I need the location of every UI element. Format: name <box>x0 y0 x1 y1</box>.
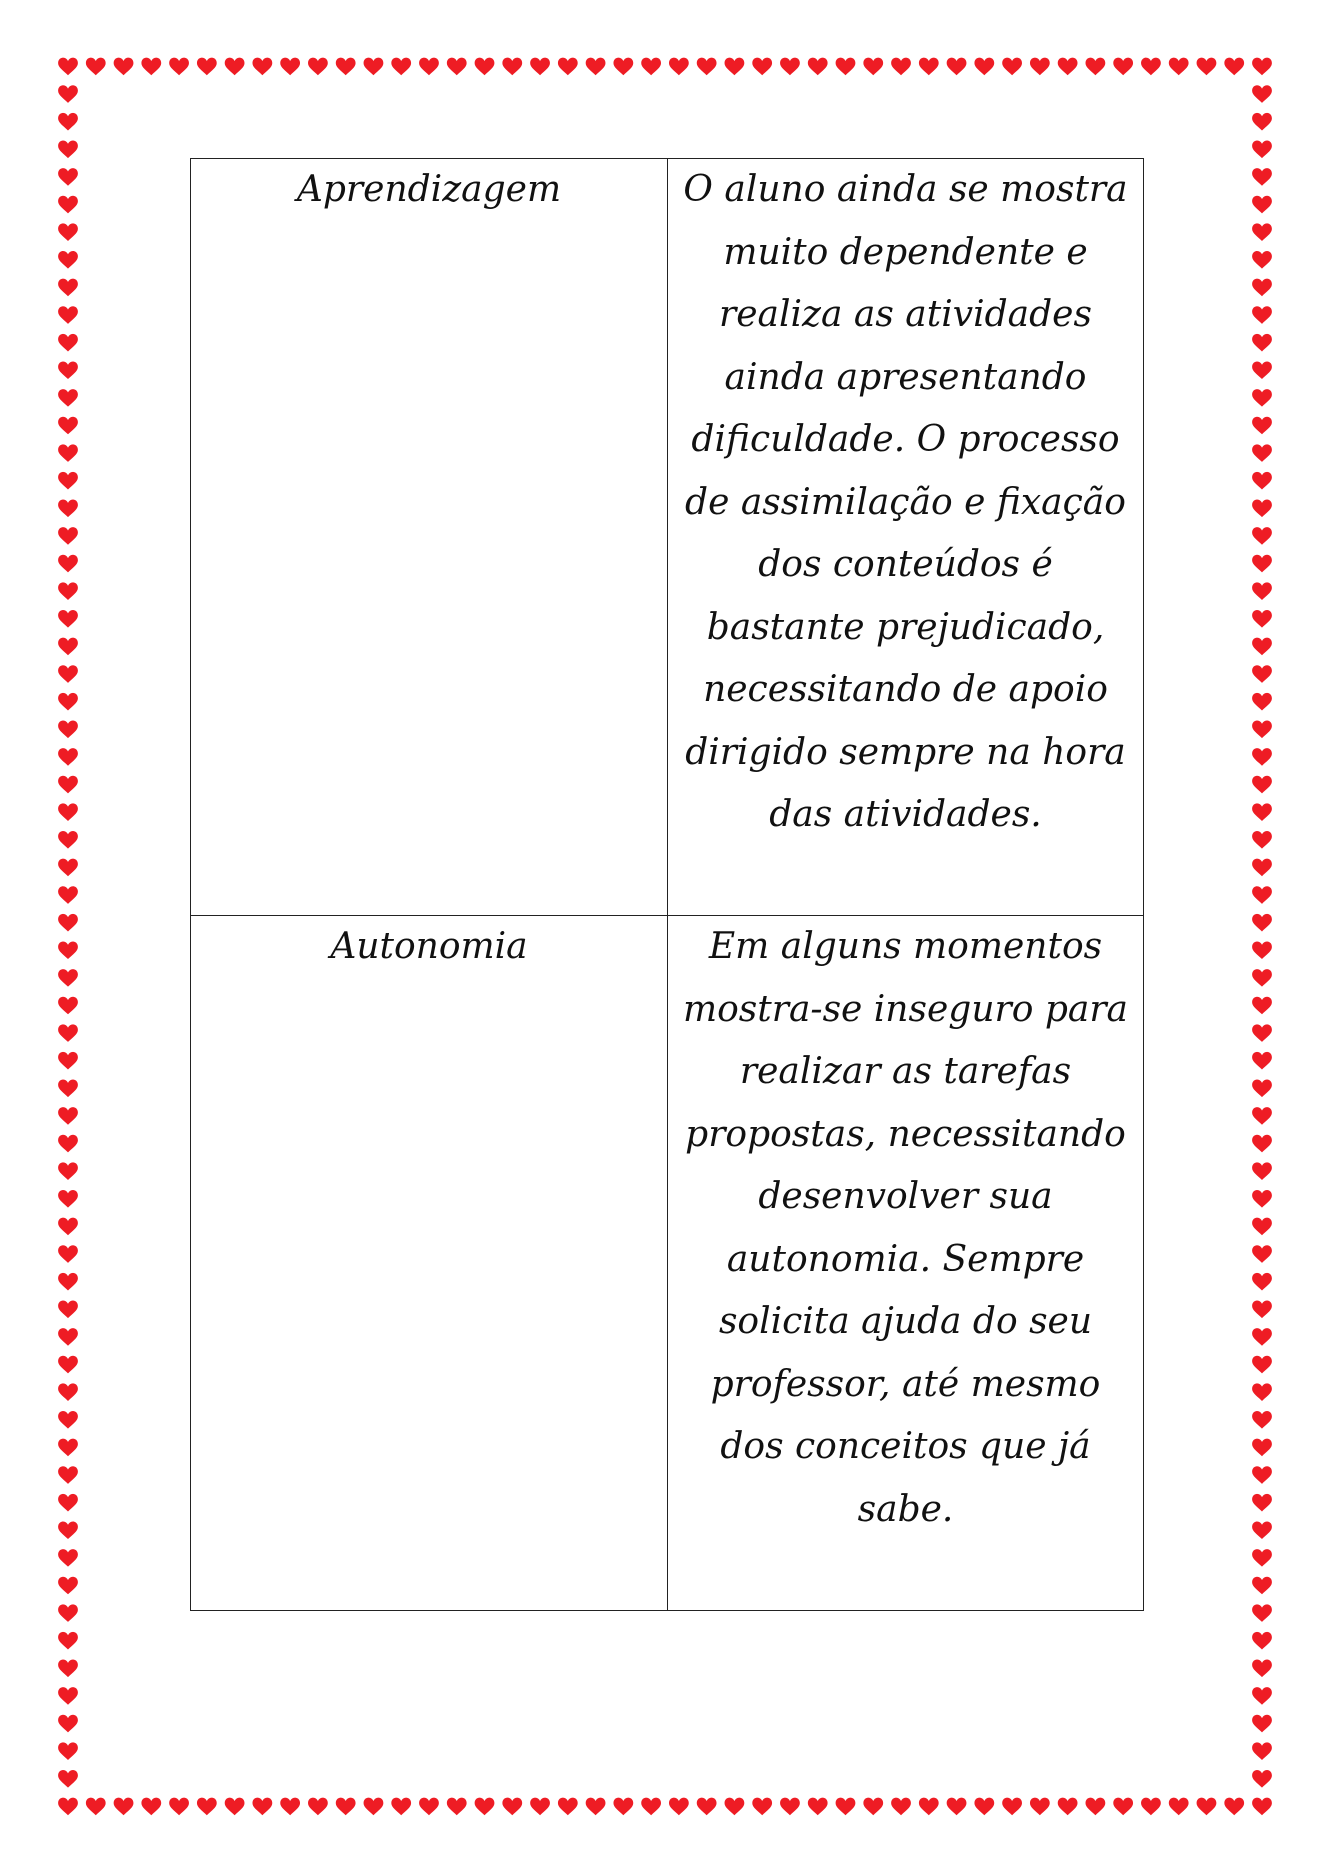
row-label-cell <box>191 159 668 916</box>
heart-icon <box>58 1052 78 1070</box>
heart-icon <box>1002 1798 1022 1816</box>
heart-icon <box>58 306 78 324</box>
heart-icon <box>58 1080 78 1098</box>
row-text: O aluno ainda se mostra muito dependente e realiza as atividades ainda apresentando dificuldade. O processo de assimilação e fixação dos conteúdos é bastante prejudicado, necessitando de apoio dirigido sempre na hora das atividades. <box>683 169 1128 835</box>
heart-icon <box>530 1798 550 1816</box>
heart-icon <box>1252 1632 1272 1650</box>
heart-icon <box>808 1798 828 1816</box>
heart-icon <box>1058 58 1078 76</box>
heart-icon <box>58 748 78 766</box>
heart-icon <box>419 58 439 76</box>
heart-icon <box>58 1107 78 1125</box>
heart-icon <box>780 1798 800 1816</box>
heart-icon <box>1252 1024 1272 1042</box>
heart-icon <box>280 58 300 76</box>
heart-icon <box>225 1798 245 1816</box>
heart-icon <box>141 58 161 76</box>
heart-icon <box>447 1798 467 1816</box>
heart-icon <box>1085 58 1105 76</box>
heart-icon <box>1002 58 1022 76</box>
heart-icon <box>1169 1798 1189 1816</box>
heart-icon <box>1113 58 1133 76</box>
row-label-cell <box>191 916 668 1611</box>
heart-icon <box>58 914 78 932</box>
heart-icon <box>391 1798 411 1816</box>
heart-icon <box>1252 113 1272 131</box>
heart-icon <box>1252 472 1272 490</box>
heart-icon <box>1252 1356 1272 1374</box>
heart-icon <box>1252 693 1272 711</box>
heart-icon <box>530 58 550 76</box>
heart-icon <box>1085 1798 1105 1816</box>
heart-icon <box>1252 582 1272 600</box>
table-row <box>191 159 1144 916</box>
heart-icon <box>1141 1798 1161 1816</box>
heart-icon <box>1252 1080 1272 1098</box>
heart-icon <box>58 1687 78 1705</box>
heart-icon <box>58 1024 78 1042</box>
heart-icon <box>58 1742 78 1760</box>
heart-icon <box>1252 1770 1272 1788</box>
heart-icon <box>1252 1604 1272 1622</box>
heart-icon <box>1252 168 1272 186</box>
heart-icon <box>58 1577 78 1595</box>
heart-icon <box>919 1798 939 1816</box>
heart-icon <box>252 58 272 76</box>
heart-icon <box>58 1383 78 1401</box>
heart-icon <box>58 1245 78 1263</box>
heart-icon <box>1252 638 1272 656</box>
heart-icon <box>1252 223 1272 241</box>
heart-icon <box>58 417 78 435</box>
heart-icon <box>641 58 661 76</box>
heart-icon <box>1252 969 1272 987</box>
heart-icon <box>364 58 384 76</box>
heart-icon <box>1252 941 1272 959</box>
heart-icon <box>1252 1494 1272 1512</box>
heart-icon <box>58 665 78 683</box>
heart-icon <box>558 1798 578 1816</box>
heart-icon <box>58 831 78 849</box>
heart-icon <box>725 58 745 76</box>
heart-icon <box>947 1798 967 1816</box>
heart-icon <box>1252 1052 1272 1070</box>
heart-icon <box>86 58 106 76</box>
row-text: Em alguns momentos mostra-se inseguro para realizar as tarefas propostas, necessitando desenvolver sua autonomia. Sempre solicita ajuda do seu professor, até mesmo dos conceitos que já sabe. <box>682 926 1129 1530</box>
evaluation-table <box>190 158 1144 1611</box>
heart-icon <box>1252 58 1272 76</box>
heart-icon <box>836 58 856 76</box>
heart-icon <box>1252 1798 1272 1816</box>
heart-icon <box>808 58 828 76</box>
heart-icon <box>1252 665 1272 683</box>
heart-icon <box>502 1798 522 1816</box>
heart-icon <box>1252 1715 1272 1733</box>
row-text-cell <box>668 916 1144 1611</box>
heart-icon <box>475 58 495 76</box>
heart-icon <box>308 58 328 76</box>
heart-icon <box>1252 1549 1272 1567</box>
heart-icon <box>58 1798 78 1816</box>
heart-icon <box>1252 417 1272 435</box>
heart-icon <box>58 196 78 214</box>
heart-icon <box>58 361 78 379</box>
heart-icon <box>1252 610 1272 628</box>
heart-icon <box>58 527 78 545</box>
heart-icon <box>1252 776 1272 794</box>
heart-icon <box>1252 306 1272 324</box>
heart-icon <box>58 334 78 352</box>
heart-icon <box>58 168 78 186</box>
heart-icon <box>58 693 78 711</box>
heart-icon <box>58 555 78 573</box>
heart-icon <box>669 1798 689 1816</box>
heart-icon <box>1252 997 1272 1015</box>
heart-icon <box>1252 334 1272 352</box>
heart-icon <box>225 58 245 76</box>
heart-icon <box>752 1798 772 1816</box>
heart-icon <box>1224 58 1244 76</box>
heart-icon <box>947 58 967 76</box>
heart-icon <box>58 1328 78 1346</box>
heart-icon <box>58 1218 78 1236</box>
heart-icon <box>1252 831 1272 849</box>
heart-icon <box>1252 1687 1272 1705</box>
heart-icon <box>58 444 78 462</box>
heart-icon <box>86 1798 106 1816</box>
heart-icon <box>1252 361 1272 379</box>
heart-icon <box>252 1798 272 1816</box>
heart-icon <box>641 1798 661 1816</box>
heart-icon <box>1252 748 1272 766</box>
heart-icon <box>1113 1798 1133 1816</box>
heart-icon <box>58 389 78 407</box>
heart-icon <box>364 1798 384 1816</box>
heart-icon <box>697 58 717 76</box>
heart-icon <box>58 251 78 269</box>
row-label: Autonomia <box>330 926 528 967</box>
heart-icon <box>586 1798 606 1816</box>
heart-icon <box>613 58 633 76</box>
heart-icon <box>58 1521 78 1539</box>
heart-icon <box>58 721 78 739</box>
heart-icon <box>58 1715 78 1733</box>
heart-icon <box>58 279 78 297</box>
heart-icon <box>1252 279 1272 297</box>
heart-icon <box>1252 251 1272 269</box>
heart-icon <box>197 58 217 76</box>
heart-icon <box>891 58 911 76</box>
heart-icon <box>697 1798 717 1816</box>
row-text-cell <box>668 159 1144 916</box>
heart-icon <box>58 1660 78 1678</box>
heart-icon <box>1252 1742 1272 1760</box>
heart-icon <box>1252 1411 1272 1429</box>
heart-icon <box>58 1604 78 1622</box>
heart-icon <box>58 472 78 490</box>
heart-icon <box>1030 1798 1050 1816</box>
heart-icon <box>58 997 78 1015</box>
heart-icon <box>669 58 689 76</box>
heart-icon <box>58 1549 78 1567</box>
heart-icon <box>58 1356 78 1374</box>
heart-icon <box>475 1798 495 1816</box>
heart-icon <box>58 610 78 628</box>
heart-icon <box>1252 444 1272 462</box>
heart-icon <box>58 1494 78 1512</box>
heart-icon <box>1252 1466 1272 1484</box>
heart-icon <box>58 776 78 794</box>
heart-icon <box>58 969 78 987</box>
heart-icon <box>114 1798 134 1816</box>
heart-icon <box>974 1798 994 1816</box>
heart-icon <box>1058 1798 1078 1816</box>
heart-icon <box>58 500 78 518</box>
heart-icon <box>336 58 356 76</box>
heart-icon <box>336 1798 356 1816</box>
heart-icon <box>447 58 467 76</box>
heart-icon <box>1252 886 1272 904</box>
heart-icon <box>58 113 78 131</box>
heart-icon <box>725 1798 745 1816</box>
heart-icon <box>1252 1107 1272 1125</box>
heart-icon <box>58 1273 78 1291</box>
heart-icon <box>1141 58 1161 76</box>
heart-icon <box>1252 803 1272 821</box>
heart-icon <box>1224 1798 1244 1816</box>
heart-icon <box>1252 555 1272 573</box>
heart-icon <box>58 85 78 103</box>
heart-icon <box>58 1439 78 1457</box>
heart-icon <box>586 58 606 76</box>
heart-icon <box>58 1162 78 1180</box>
heart-icon <box>1252 1273 1272 1291</box>
heart-icon <box>919 58 939 76</box>
heart-icon <box>58 1411 78 1429</box>
heart-icon <box>58 1466 78 1484</box>
heart-icon <box>558 58 578 76</box>
heart-icon <box>863 58 883 76</box>
heart-icon <box>1252 141 1272 159</box>
table-row <box>191 916 1144 1611</box>
heart-icon <box>1252 1218 1272 1236</box>
heart-icon <box>58 582 78 600</box>
heart-icon <box>280 1798 300 1816</box>
heart-icon <box>1252 389 1272 407</box>
heart-icon <box>58 1301 78 1319</box>
heart-icon <box>1252 1439 1272 1457</box>
heart-icon <box>197 1798 217 1816</box>
heart-icon <box>391 58 411 76</box>
heart-icon <box>1252 721 1272 739</box>
heart-icon <box>1169 58 1189 76</box>
heart-icon <box>58 859 78 877</box>
heart-icon <box>613 1798 633 1816</box>
heart-icon <box>502 58 522 76</box>
heart-icon <box>891 1798 911 1816</box>
heart-icon <box>169 1798 189 1816</box>
heart-icon <box>1252 196 1272 214</box>
heart-icon <box>1252 1328 1272 1346</box>
heart-icon <box>752 58 772 76</box>
heart-icon <box>1197 1798 1217 1816</box>
heart-icon <box>169 58 189 76</box>
heart-icon <box>58 58 78 76</box>
heart-icon <box>58 1770 78 1788</box>
heart-icon <box>58 941 78 959</box>
heart-icon <box>1252 1190 1272 1208</box>
heart-icon <box>58 1135 78 1153</box>
heart-icon <box>1252 1245 1272 1263</box>
heart-icon <box>1252 1660 1272 1678</box>
heart-icon <box>863 1798 883 1816</box>
heart-icon <box>58 886 78 904</box>
heart-icon <box>419 1798 439 1816</box>
heart-icon <box>1252 85 1272 103</box>
heart-icon <box>1252 1135 1272 1153</box>
heart-icon <box>141 1798 161 1816</box>
heart-icon <box>308 1798 328 1816</box>
heart-icon <box>58 638 78 656</box>
heart-icon <box>1252 527 1272 545</box>
heart-icon <box>1252 1162 1272 1180</box>
heart-icon <box>1252 914 1272 932</box>
heart-icon <box>1252 1577 1272 1595</box>
heart-icon <box>1252 859 1272 877</box>
heart-icon <box>836 1798 856 1816</box>
heart-icon <box>1252 500 1272 518</box>
heart-icon <box>780 58 800 76</box>
heart-icon <box>58 141 78 159</box>
heart-icon <box>1252 1383 1272 1401</box>
heart-icon <box>114 58 134 76</box>
heart-icon <box>1197 58 1217 76</box>
heart-icon <box>1030 58 1050 76</box>
heart-icon <box>58 223 78 241</box>
heart-icon <box>974 58 994 76</box>
row-label: Aprendizagem <box>296 169 562 210</box>
heart-icon <box>1252 1521 1272 1539</box>
heart-icon <box>1252 1301 1272 1319</box>
heart-icon <box>58 1190 78 1208</box>
heart-icon <box>58 803 78 821</box>
heart-icon <box>58 1632 78 1650</box>
